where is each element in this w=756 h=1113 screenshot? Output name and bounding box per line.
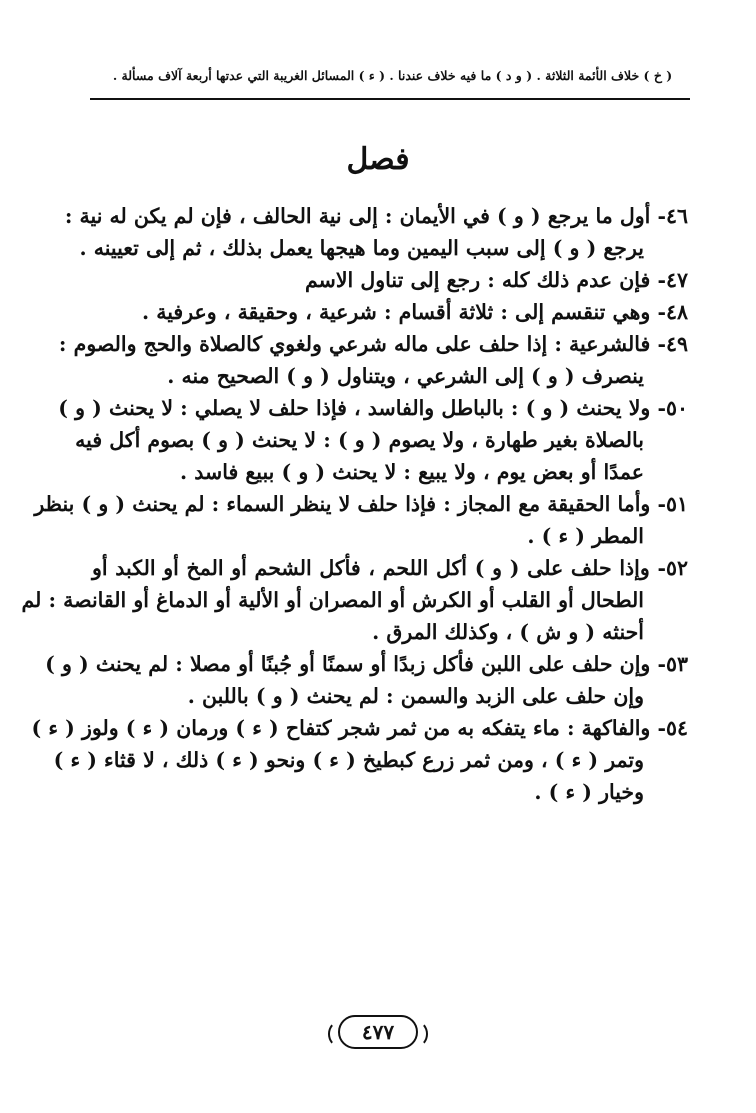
section-title: فصل	[346, 142, 410, 177]
text-line: بالصلاة بغير طهارة ، ولا يصوم ( و ) : لا يحنث ( و ) بصوم أكل فيه	[75, 428, 644, 452]
header-divider	[90, 98, 690, 100]
running-header: ( خ ) خلاف الأئمة الثلاثة . ( و د ) ما فيه خلاف عندنا . ( ء ) المسائل الغريبة التي عدتها أربعة آلاف مسألة .	[112, 68, 673, 83]
text-line: ٤٨- وهي تنقسم إلى : ثلاثة أقسام : شرعية ، وحقيقة ، وعرفية .	[141, 300, 688, 324]
text-line: وتمر ( ء ) ، ومن ثمر زرع كبطيخ ( ء ) ونحو ( ء ) ذلك ، لا قثاء ( ء )	[53, 748, 644, 772]
text-line: ينصرف ( و ) إلى الشرعي ، ويتناول ( و ) الصحيح منه .	[167, 364, 644, 388]
text-line: أحنثه ( و ش ) ، وكذلك المرق .	[372, 620, 644, 644]
text-line: وخيار ( ء ) .	[534, 780, 644, 804]
text-line: ٥٠- ولا يحنث ( و ) : بالباطل والفاسد ، فإذا حلف لا يصلي : لا يحنث ( و )	[58, 396, 688, 420]
text-line: وإن حلف على الزبد والسمن : لم يحنث ( و ) باللبن .	[187, 684, 644, 708]
text-line: ٤٩- فالشرعية : إذا حلف على ماله شرعي ولغوي كالصلاة والحج والصوم :	[58, 332, 688, 356]
text-line: ٥٣- وإن حلف على اللبن فأكل زبدًا أو سمنًا أو جُبنًا أو مصلا : لم يحنث ( و )	[45, 652, 688, 676]
body-text	[21, 200, 688, 808]
text-line: الطحال أو القلب أو الكرش أو المصران أو الألية أو الدماغ أو القانصة : لم	[21, 588, 644, 612]
text-line: ٤٦- أول ما يرجع ( و ) في الأيمان : إلى نية الحالف ، فإن لم يكن له نية :	[64, 204, 688, 228]
text-line: عمدًا أو بعض يوم ، ولا يبيع : لا يحنث ( و ) ببيع فاسد .	[179, 460, 644, 484]
page-footer	[0, 1010, 756, 1054]
page-number: ٤٧٧	[338, 1015, 418, 1049]
text-line: ٤٧- فإن عدم ذلك كله : رجع إلى تناول الاسم	[305, 268, 688, 292]
text-line: ٥٤- والفاكهة : ماء يتفكه به من ثمر شجر كتفاح ( ء ) ورمان ( ء ) ولوز ( ء )	[31, 716, 688, 740]
text-line: ٥١- وأما الحقيقة مع المجاز : فإذا حلف لا ينظر السماء : لم يحنث ( و ) بنظر	[34, 492, 688, 516]
text-line: ٥٢- وإذا حلف على ( و ) أكل اللحم ، فأكل الشحم أو المخ أو الكبد أو	[92, 556, 688, 580]
text-line: يرجع ( و ) إلى سبب اليمين وما هيجها يعمل بذلك ، ثم إلى تعيينه .	[79, 236, 644, 260]
text-line: المطر ( ء ) .	[527, 524, 644, 548]
